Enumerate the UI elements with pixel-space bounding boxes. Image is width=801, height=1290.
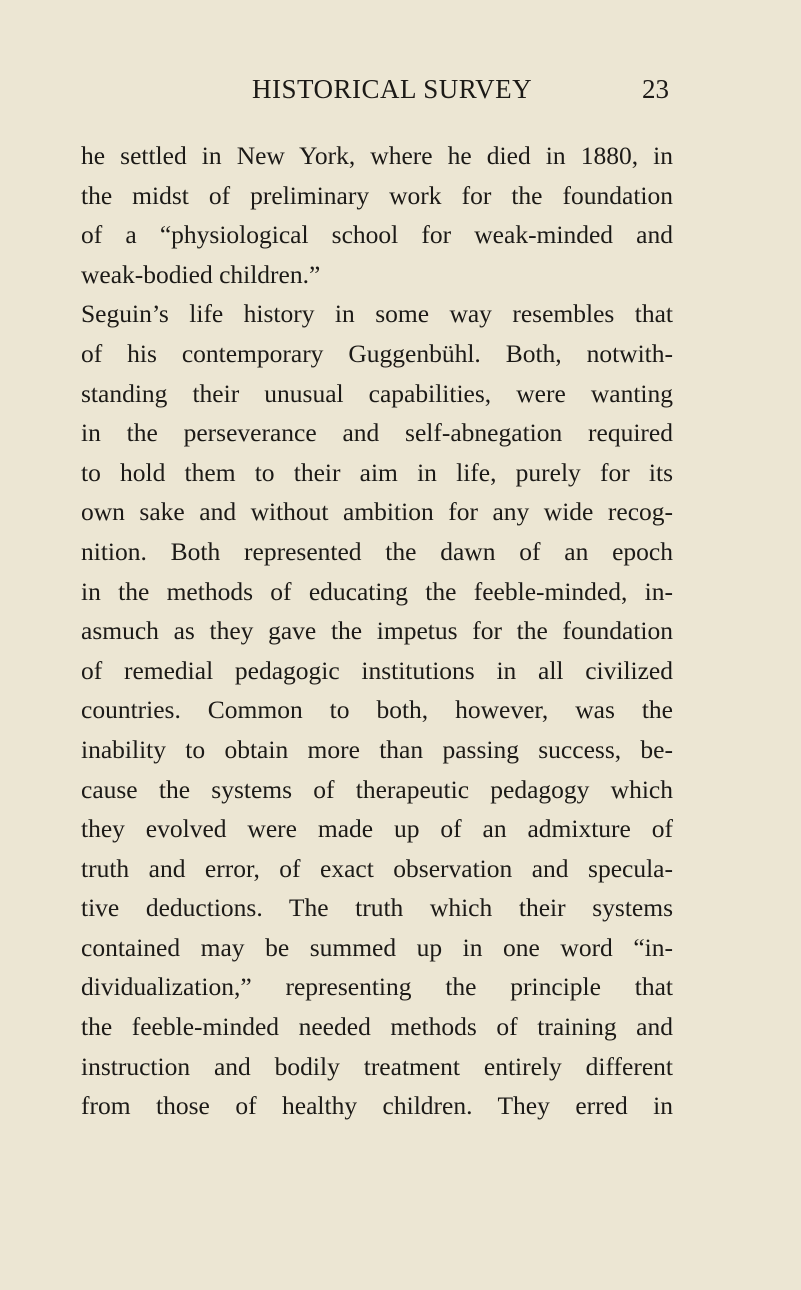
text-line: tive deductions. The truth which their systems <box>81 893 673 923</box>
text-line: nition. Both represented the dawn of an epoch <box>81 536 673 566</box>
text-line: they evolved were made up of an admixture of <box>81 814 673 844</box>
text-line: of a “physiological school for weak-minded and <box>81 220 673 250</box>
body-text <box>81 136 673 1126</box>
text-line: the midst of preliminary work for the foundation <box>81 180 673 210</box>
text-line: Seguin’s life history in some way resembles that <box>81 299 673 329</box>
text-line: of remedial pedagogic institutions in all civilized <box>81 655 673 685</box>
text-line: of his contemporary Guggenbühl. Both, notwith- <box>81 338 673 368</box>
text-line: in the methods of educating the feeble-minded, in- <box>81 576 673 606</box>
text-line: the feeble-minded needed methods of training and <box>81 1012 673 1042</box>
text-line: inability to obtain more than passing success, be- <box>81 734 673 764</box>
text-line: truth and error, of exact observation and specula- <box>81 853 673 883</box>
text-line: he settled in New York, where he died in 1880, in <box>81 141 673 170</box>
text-line: dividualization,” representing the principle that <box>81 972 673 1002</box>
text-line: instruction and bodily treatment entirely different <box>81 1051 673 1081</box>
running-head-title: HISTORICAL SURVEY <box>252 74 533 104</box>
text-line: asmuch as they gave the impetus for the foundation <box>81 616 673 646</box>
text-line: own sake and without ambition for any wide recog- <box>81 497 673 527</box>
text-line: from those of healthy children. They erred in <box>81 1091 673 1121</box>
text-line: cause the systems of therapeutic pedagogy which <box>81 774 673 804</box>
text-line: contained may be summed up in one word “in- <box>81 932 673 962</box>
page-number: 23 <box>642 74 669 104</box>
text-line: standing their unusual capabilities, were wanting <box>81 378 673 408</box>
text-line: countries. Common to both, however, was the <box>81 695 673 725</box>
text-line: weak-bodied children.” <box>81 259 321 289</box>
text-line: in the perseverance and self-abnegation required <box>81 418 673 448</box>
text-line: to hold them to their aim in life, purely for its <box>81 457 673 487</box>
